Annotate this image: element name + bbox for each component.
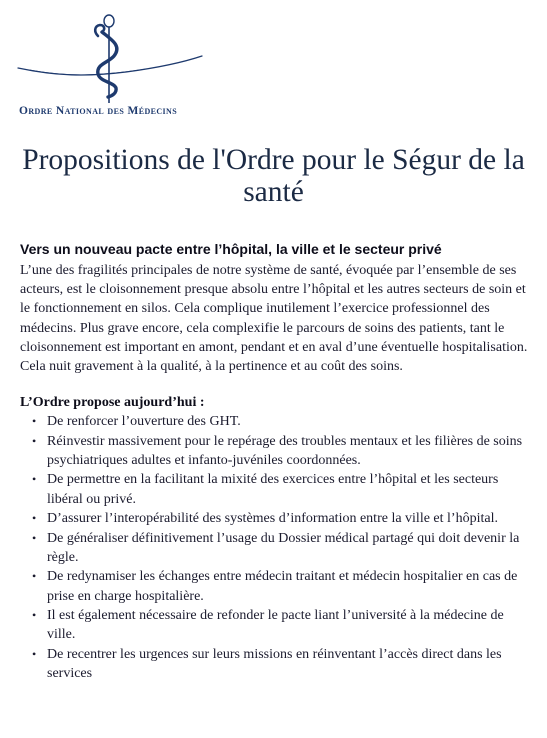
list-item [20,645,532,683]
page-title: Propositions de l'Ordre pour le Ségur de la santé [22,144,525,208]
logo-org-name: Ordre National des Médecins [19,105,178,117]
list-item [20,529,532,567]
list-item-text: Il est également nécessaire de refonder le pacte liant l’université à la médecine de ville. [47,608,504,643]
proposals-heading: L’Ordre propose aujourd’hui : [20,395,205,411]
intro-paragraph: L’une des fragilités principales de notre système de santé, évoquée par l’ensemble de ses acteurs, est le cloisonnement presque absolu entre l’hôpital et les autres secteurs de soin et le fonctionnement en silos. Cela complique inutilement l’exercice professionnel des médecins. Plus grave encore, cela complexifie le parcours de soins des patients, tant le cloisonnement est important en amont, pendant et en aval d’une éventuelle hospitalisation. Cela nuit gravement à la qualité, à la pertinence et au coût des soins. [20,263,528,375]
proposals-list [20,412,532,683]
bullet-icon: • [32,511,37,526]
list-item [20,470,532,508]
list-item [20,606,532,644]
list-item [20,567,532,605]
list-item-text: De permettre en la facilitant la mixité des exercices entre l’hôpital et les secteurs libéral ou privé. [47,472,499,507]
bullet-icon: • [32,569,37,584]
section-subtitle: Vers un nouveau pacte entre l’hôpital, la ville et le secteur privé [20,241,442,257]
logo [16,10,206,120]
list-item [20,432,532,470]
bullet-icon: • [32,530,37,545]
main-content [20,240,532,683]
bullet-icon: • [32,433,37,448]
bullet-icon: • [32,414,37,429]
caduceus-serpent-icon [16,10,206,110]
list-item-text: De recentrer les urgences sur leurs missions en réinventant l’accès direct dans les services [47,646,502,681]
bullet-icon: • [32,646,37,661]
list-item-text: Réinvestir massivement pour le repérage des troubles mentaux et les filières de soins psychiatriques adultes et infanto-juvéniles coordonnées. [47,433,523,468]
bullet-icon: • [32,608,37,623]
list-item-text: De généraliser définitivement l’usage du Dossier médical partagé qui doit devenir la règle. [47,530,520,565]
list-item-text: De redynamiser les échanges entre médecin traitant et médecin hospitalier en cas de prise en charge hospitalière. [47,569,518,604]
list-item [20,412,532,431]
list-item-text: De renforcer l’ouverture des GHT. [47,414,241,430]
list-item [20,509,532,528]
bullet-icon: • [32,472,37,487]
list-item-text: D’assurer l’interopérabilité des systèmes d’information entre la ville et l’hôpital. [47,511,498,527]
